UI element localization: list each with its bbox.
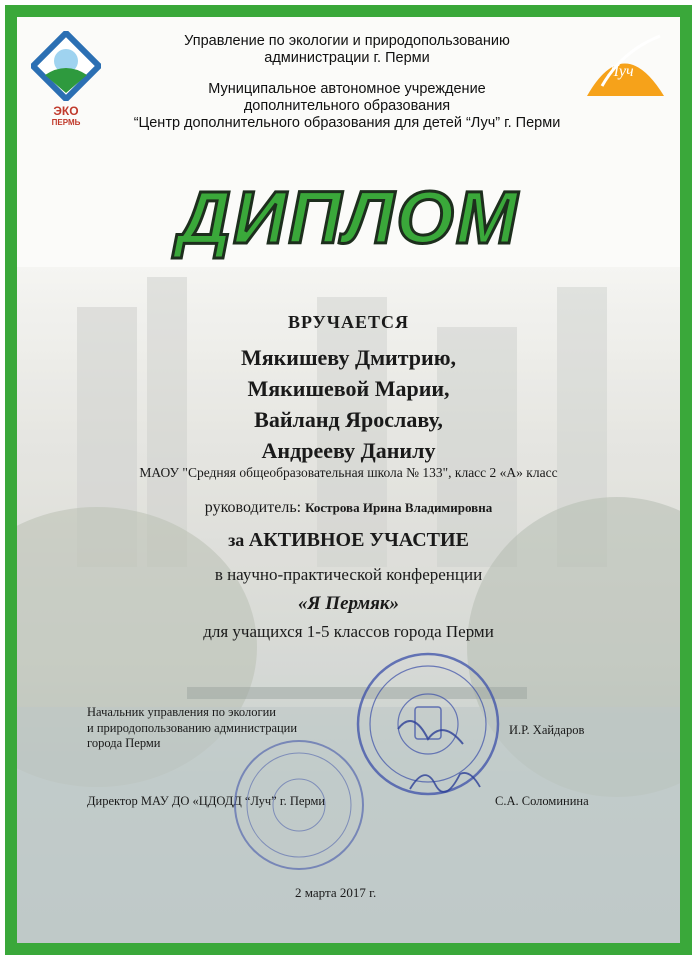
conference-line-3: для учащихся 1-5 классов города Перми [203, 622, 494, 641]
perm-logo-text: ПЕРМЬ [51, 118, 81, 127]
director-signature-icon [405, 759, 485, 799]
leader-name: Кострова Ирина Владимировна [305, 500, 493, 515]
leader-line [17, 499, 680, 517]
header-line-4: дополнительного образования [243, 98, 451, 114]
reason-prefix: за [228, 530, 245, 550]
diploma-frame [5, 5, 692, 955]
recipient-name: Мякишевой Марии, [247, 376, 450, 401]
header-line-3: Муниципальное автономное учреждение [208, 81, 486, 97]
eko-logo-text: ЭКО [53, 104, 79, 118]
luch-logo [582, 31, 667, 101]
reason-text: АКТИВНОЕ УЧАСТИЕ [248, 529, 469, 551]
award-label: ВРУЧАЕТСЯ [288, 312, 409, 332]
conference-name: «Я Пермяк» [297, 593, 400, 614]
center-stamp-icon [229, 735, 369, 875]
school-info: МАОУ "Средняя общеобразовательная школа № 133", класс 2 «А» класс [139, 465, 558, 480]
head-title-line-2: и природопользованию администрации [87, 720, 298, 735]
director-name: С.А. Соломинина [495, 794, 589, 808]
header-line-2: администрации г. Перми [264, 50, 430, 66]
conference-line-1: в научно-практической конференции [214, 565, 483, 584]
diploma-title: ДИПЛОМ [177, 176, 520, 259]
head-title-line-3: города Перми [87, 736, 161, 750]
header-org [117, 33, 577, 132]
eko-perm-logo [31, 31, 101, 127]
luch-logo-text: Луч [608, 63, 634, 80]
recipients-list [17, 342, 680, 466]
leader-label: руководитель: [204, 499, 302, 516]
header-line-5: “Центр дополнительного образования для детей “Луч” г. Перми [133, 115, 561, 131]
header-line-1: Управление по экологии и природопользованию [184, 33, 510, 49]
recipient-name: Вайланд Ярославу, [254, 407, 443, 432]
eko-perm-emblem-icon [31, 31, 101, 101]
head-title-line-1: Начальник управления по экологии [87, 705, 276, 719]
head-signature-name: И.Р. Хайдаров [509, 723, 585, 737]
reason-line [17, 529, 680, 552]
recipient-name: Андрееву Данилу [261, 438, 436, 463]
diploma-date: 2 марта 2017 г. [295, 885, 377, 900]
recipient-name: Мякишеву Дмитрию, [240, 345, 457, 370]
director-title: Директор МАУ ДО «ЦДОДД “Луч” г. Перми [87, 794, 326, 808]
